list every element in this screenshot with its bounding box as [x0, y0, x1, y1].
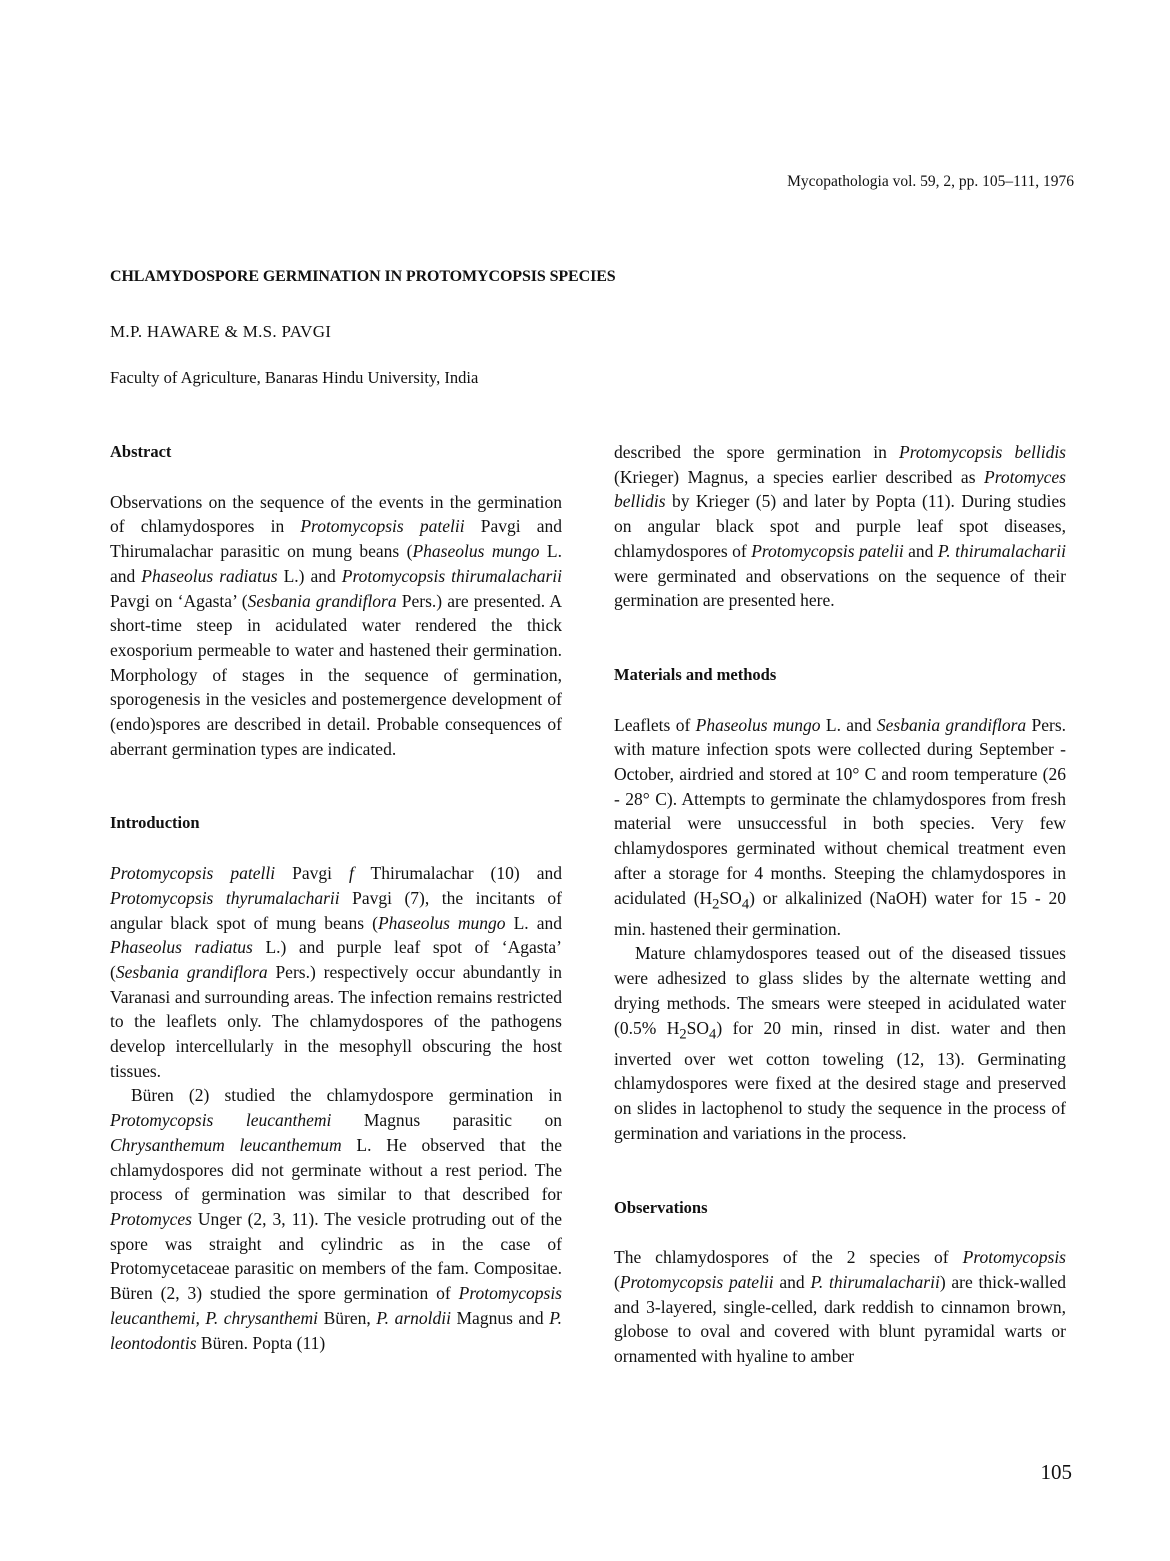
abstract-paragraph: Observations on the sequence of the events in the germination of chlamydospores in Protomycopsis patelii Pavgi and Thirumalachar parasitic on mung beans (Phaseolus mungo L. and Phaseolus radiatus L.) and Protomycopsis thirumalacharii Pavgi on ‘Agasta’ (Sesbania grandiflora Pers.) are presented. A short-time steep in acidulated water rendered the thick exosporium permeable to water and hastened their germination. Morphology of stages in the sequence of germination, sporogenesis in the vesicles and postemergence development of (endo)spores are described in detail. Probable consequences of aberrant germination types are indicated.: [110, 491, 562, 759]
author-affiliation: Faculty of Agriculture, Banaras Hindu University, India: [110, 368, 479, 387]
introduction-paragraph-1: Protomycopsis patelli Pavgi f Thirumalachar (10) and Protomycopsis thyrumalacharii Pavgi (7), the incitants of angular black spot of mung beans (Phaseolus mungo L. and Phaseolus radiatus L.) and purple leaf spot of ‘Agasta’ (Sesbania grandiflora Pers.) respectively occur abundantly in Varanasi and surrounding areas. The infection remains restricted to the leaflets only. The chlamydospores of the pathogens develop intercellularly in the mesophyll obscuring the host tissues.: [110, 863, 562, 1081]
article-title: CHLAMYDOSPORE GERMINATION IN PROTOMYCOPSIS SPECIES: [110, 268, 616, 285]
right-column: [614, 440, 1066, 1369]
introduction-heading: Introduction: [110, 813, 200, 833]
observations-paragraph-1: The chlamydospores of the 2 species of Protomycopsis (Protomycopsis patelii and P. thirumalacharii) are thick-walled and 3-layered, single-celled, dark reddish to cinnamon brown, globose to oval and covered with blunt pyramidal warts or ornamented with hyaline to amber: [614, 1247, 1066, 1367]
journal-reference: Mycopathologia vol. 59, 2, pp. 105–111, 1976: [787, 173, 1074, 190]
page-number: 105: [1040, 1460, 1072, 1484]
introduction-paragraph-3: described the spore germination in Protomycopsis bellidis (Krieger) Magnus, a species earlier described as Protomyces bellidis by Krieger (5) and later by Popta (11). During studies on angular black spot and purple leaf spot diseases, chlamydospores of Protomycopsis patelii and P. thirumalacharii were germinated and observations on the sequence of their germination are presented here.: [614, 442, 1066, 611]
left-column: [110, 440, 562, 1355]
materials-paragraph-1: Leaflets of Phaseolus mungo L. and Sesbania grandiflora Pers. with mature infection spots were collected during September - October, airdried and stored at 10° C and room temperature (26 - 28° C). Attempts to germinate the chlamydospores from fresh material were unsuccessful in both species. Very few chlamydospores germinated without chemical treatment even after a storage for 4 months. Steeping the chlamydospores in acidulated $(H_2SO_4)$ or alkalinized (NaOH) water for 15 - 20 min. hastened their germination.: [614, 714, 1067, 939]
materials-heading: Materials and methods: [614, 664, 777, 684]
introduction-paragraph-2: Büren (2) studied the chlamydospore germination in Protomycopsis leucanthemi Magnus parasitic on Chrysanthemum leucanthemum L. He observed that the chlamydospores did not germinate without a rest period. The process of germination was similar to that described for Protomyces Unger (2, 3, 11). The vesicle protruding out of the spore was straight and cylindric as in the case of Protomycetaceae parasitic on members of the fam. Compositae. Büren (2, 3) studied the spore germination of Protomycopsis leucanthemi, P. chrysanthemi Büren, P. arnoldii Magnus and P. leontodontis Büren. Popta (11): [110, 1085, 562, 1353]
materials-paragraph-2: Mature chlamydospores teased out of the diseased tissues were adhesized to glass slides by the alternate wetting and drying methods. The smears were steeped in acidulated water (0.5% $H_2SO_4$) for 20 min, rinsed in dist. water and then inverted over wet cotton toweling (12, 13). Germinating chlamydospores were fixed at the desired stage and preserved on slides in lactophenol to study the sequence in the process of germination and variations in the process.: [614, 943, 1066, 1143]
abstract-heading: Abstract: [110, 442, 172, 461]
article-authors: M.P. HAWARE & M.S. PAVGI: [110, 322, 332, 341]
observations-heading: Observations: [614, 1197, 708, 1217]
